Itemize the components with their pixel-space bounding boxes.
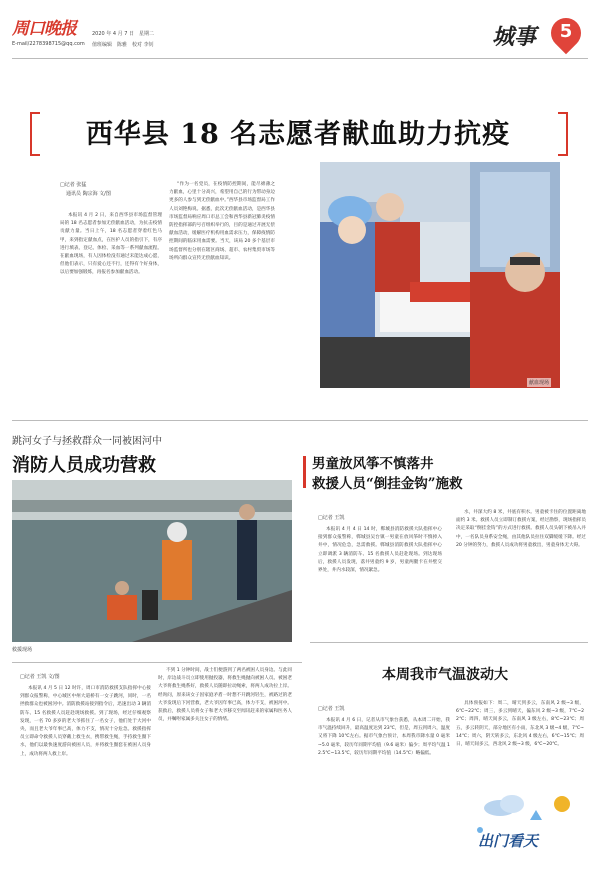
rescue-story-col2: 不到 1 分钟时间，战士们便游到了两名被困人员身边。与此同时，岸边战斗员立即使用抛投器，将救生绳抛向被困人员。被困老大爷将救生绳系好，救援人员随即拉动绳索，将两人成功拉上岸。经询问，原来该女子因家庭矛盾一时想不开跳河轻生，被路过的老大爷发现后下河营救，老大爷因年事已高，体力不支，被困河中。获救后，救援人员将女子和老大爷移交至闻讯赶来的家属和医务人员，并嘱咐家属多关注女子的情绪。 (158, 668, 292, 723)
rescue-kicker: 跳河女子与拯救群众一同被困河中 (12, 436, 162, 447)
well-headline-line2: 救援人员“倒挂金钩”施救 (312, 476, 463, 492)
main-headline: 西华县 18 名志愿者献血助力抗疫 (85, 119, 511, 150)
rescue-divider (12, 662, 302, 663)
weather-headline: 本周我市气温波动大 (382, 667, 508, 683)
rescue-headline: 消防人员成功营救 (12, 455, 156, 476)
well-headline-line1: 男童放风筝不慎落井 (312, 456, 434, 472)
main-story-col2: “作为一名党员，在疫情防控期间，能尽绵薄之力献血，心里十分高兴，希望用自己的行为带动身边更多的人参与到无偿献血中。”西华县市场监督局工作人员刘艳梅说。据悉，此次无偿献血活动，是西华县市场监督局响应周口市总工会和西华县新冠肺炎疫情防控指挥部的号召组织举行的，目的是通过开展无偿献血活动，缓解医疗机构用血需求压力，保障疫情防控期间的临床用血需要。当天，该局 20 多个基层市场监督所也分别在辖区商场、超市、农村集贸市场等场所向群众宣传无偿献血知识。 (169, 182, 275, 261)
headline-bracket-left (30, 112, 40, 156)
headline-bracket-right (558, 112, 568, 156)
main-photo-caption: 献血现场 (529, 380, 550, 386)
section-name: 城事 (492, 24, 537, 50)
weather-story-col2: 具体预报如下：周二，晴天到多云，东南风 2 级~3 级，6℃~22℃；周三，多云到晴天，偏东风 2 级~3 级，7℃~22℃；周四，晴天间多云，东南风 3 级左右，8℃~23℃；周五，多云转阴天，部分地区有小雨，东北风 3 级~4 级，7℃~14℃；周六，阴天转多云，东北风 4 级左右，6℃~15℃；周日，晴天间多云，西北风 2 级~3 级，6℃~20℃。 (456, 701, 584, 748)
rescue-photo-caption: 救援现场 (12, 647, 33, 653)
section-divider-1 (12, 420, 588, 421)
weather-story-col1: 本报讯 4 月 6 日，记者从市气象台获悉，从本周二开始，我市气温持续回升，最高温度达到 23℃，但是，周五到周六，温度又将下降 10℃左右。据市气象台预计，本周我市降水量 0 毫米~5.0 毫米，较历年同期平均值（9.6 毫米）偏少；周平均气温 12.5℃~13.5℃，较历年同期平均值（14.5℃）略偏低。 (318, 718, 450, 756)
weather-byline: □记者 王凯 (318, 706, 345, 712)
well-story-col1: 本报讯 4 月 4 日 14 时，郸城县消防救援大队指挥中心接到群众报警称，郸城县吴台镇一男童在放风筝时不慎掉入井中，情况危急，急需救援。郸城县消防救援大队指挥中心立即调派 3 辆消防车、15 名救援人员赶赴现场。到达现场后，救援人员发现，落井男童约 9 岁，男童两腿卡在井壁交界处，井内水较深，情况紧急。 (318, 527, 442, 574)
main-byline-correspondents: 通讯员 陶宗海 文/图 (66, 191, 111, 197)
masthead-logo: 周口晚报 (12, 19, 76, 39)
main-story-col1: 本报讯 4 月 2 日，来自西华县市场监督管理局的 18 名志愿者参加无偿献血活动，为抗击疫情贡献力量。当日上午，18 名志愿者穿着红色马甲，来到指定献血点，在医护人员的指引下，有序进行填表、登记、体检、采血等一系列献血流程。在献血现场，有人因体检没有通过未能达成心愿，但他们表示，只有爱心还不行，还得有个好身体，以后要加强锻炼，再报名参加献血活动。 (60, 213, 162, 276)
well-story-col2: 水，井深大约 8 米，井底有积水。男童被卡住的位置距离地面约 3 米。救援人员立即制订救援方案，经过勘察，现场指挥员决定采取“倒挂金钩”的方式进行救援。救援人员头朝下被吊入井中，一名队员身系安全绳，由其他队员拉住双脚缓缓下降。经过 20 分钟的努力，救援人员成功将男童救出，男童身体无大碍。 (456, 510, 586, 548)
rescue-photo (12, 480, 292, 642)
masthead-date: 2020 年 4 月 7 日 星期二 (92, 31, 155, 37)
main-byline (60, 181, 160, 199)
rescue-story-col1: 本报讯 4 月 5 日 12 时许，周口市消防救援支队指挥中心接到群众报警称，中心城区中州大道桥有一女子跳河，同时，一名拯救群众也被困河中。消防救援站接到指令后，迅速出动 3 辆消防车、15 名救援人员赶赴现场救援。到了现场，经过仔细观察发现，一名 70 多岁的老大爷抓住了一名女子，他们处于大河中央，而且老大爷年事已高，体力不支，情况十分危急。救援指挥员立即命令救援人员穿戴上救生衣，携带救生绳，手持救生圈下水，他们以最快速度游向被困人员，并将救生圈套在被困人员身上，成功将两人救上岸。 (20, 686, 151, 757)
weather-logo-text: 出门看天 (478, 832, 539, 850)
main-byline-reporter: □记者 张猛 (60, 182, 87, 188)
well-headline-bar (303, 456, 306, 488)
masthead-divider (12, 58, 588, 59)
well-divider (310, 642, 588, 643)
rescue-byline: □记者 王凯 文/图 (20, 674, 60, 680)
page-number: 5 (559, 21, 573, 42)
rescue-photo-graphic (12, 480, 292, 642)
masthead-email: E-mail/2278398715@qq.com (12, 41, 85, 47)
blood-donation-photo-graphic (320, 162, 560, 388)
blood-donation-photo (320, 162, 560, 388)
masthead-editors: 值班编辑 陈雅 校对 李钊 (92, 42, 154, 48)
well-byline: □记者 王凯 (318, 515, 345, 521)
weather-logo (470, 790, 582, 860)
